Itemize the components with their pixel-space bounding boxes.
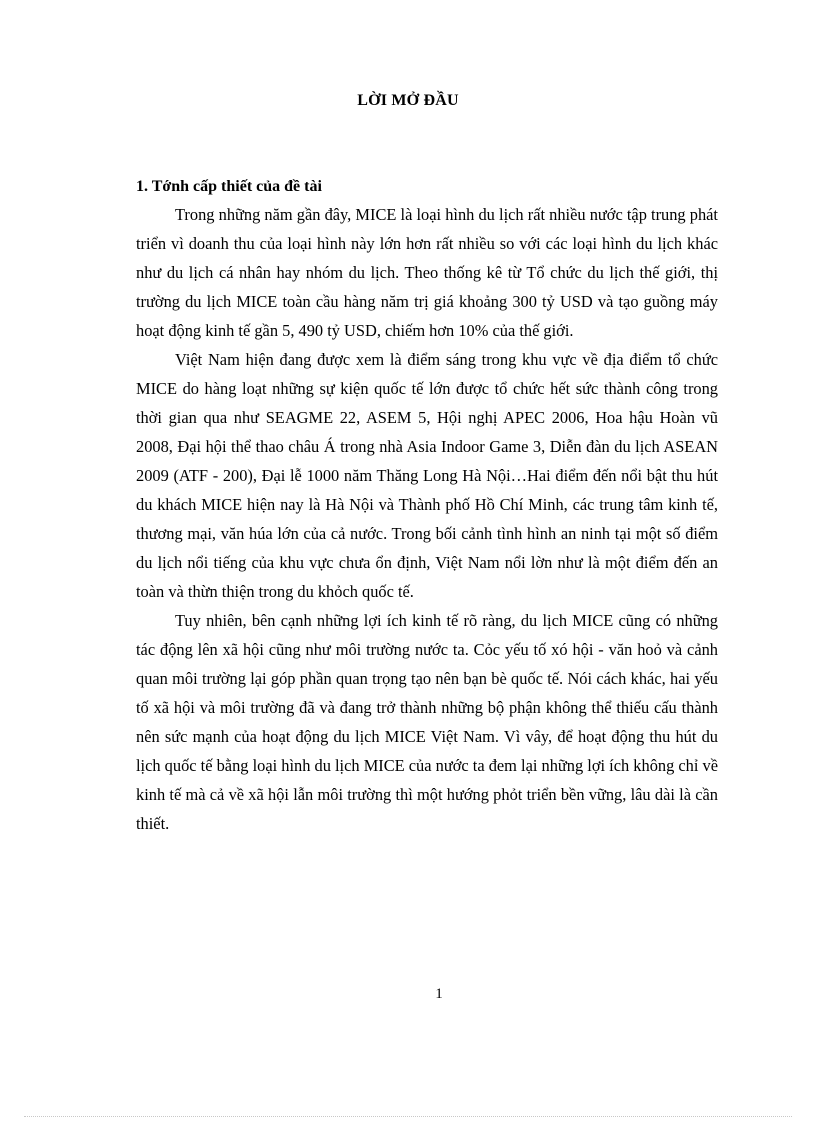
page-number: 1: [435, 986, 443, 1002]
page-bottom-divider: [24, 1116, 792, 1117]
paragraph-2: Việt Nam hiện đang được xem là điểm sáng trong khu vực về địa điểm tổ chức MICE do hàng loạt những sự kiện quốc tế lớn được tổ chức hết sức thành công trong thời gian qua như SEAGME 22, ASEM 5, Hội nghị APEC 2006, Hoa hậu Hoàn vũ 2008, Đại hội thể thao châu Á trong nhà Asia Indoor Game 3, Diễn đàn du lịch ASEAN 2009 (ATF - 200), Đại lễ 1000 năm Thăng Long Hà Nội…Hai điểm đến nổi bật thu hút du khách MICE hiện nay là Hà Nội và Thành phố Hồ Chí Minh, các trung tâm kinh tế, thương mại, văn húa lớn của cả nước. Trong bối cảnh tình hình an ninh tại một số điểm du lịch nổi tiếng của khu vực chưa ổn định, Việt Nam nổi lờn như là một điểm đến an toàn và thừn thiện trong du khỏch quốc tế.: [136, 350, 718, 601]
paragraph-3: Tuy nhiên, bên cạnh những lợi ích kinh tế rõ ràng, du lịch MICE cũng có những tác động lên xã hội cũng như môi trường nước ta. Cỏc yếu tố xó hội - văn hoỏ và cảnh quan môi trường lại góp phần quan trọng tạo nên bạn bè quốc tế. Nói cách khác, hai yếu tố xã hội và môi trường đã và đang trở thành những bộ phận không thể thiếu cấu thành nên sức mạnh của hoạt động du lịch MICE Việt Nam. Vì vây, để hoạt động thu hút du lịch quốc tế bằng loại hình du lịch MICE của nước ta đem lại những lợi ích không chỉ về kinh tế mà cả về xã hội lẫn môi trường thì một hướng phỏt triển bền vững, lâu dài là cần thiết.: [136, 611, 718, 833]
section-heading: 1. Tớnh cấp thiết của đề tài: [136, 178, 322, 195]
paragraph-1: Trong những năm gần đây, MICE là loại hình du lịch rất nhiều nước tập trung phát triển vì doanh thu của loại hình này lớn hơn rất nhiều so với các loại hình du lịch khác như du lịch cá nhân hay nhóm du lịch. Theo thống kê từ Tổ chức du lịch thế giới, thị trường du lịch MICE toàn cầu hàng năm trị giá khoảng 300 tỷ USD và tạo guồng máy hoạt động kinh tế gần 5, 490 tỷ USD, chiếm hơn 10% của thế giới.: [136, 205, 718, 340]
page-title: LỜI MỞ ĐẦU: [357, 92, 459, 109]
document-body: [136, 174, 718, 838]
